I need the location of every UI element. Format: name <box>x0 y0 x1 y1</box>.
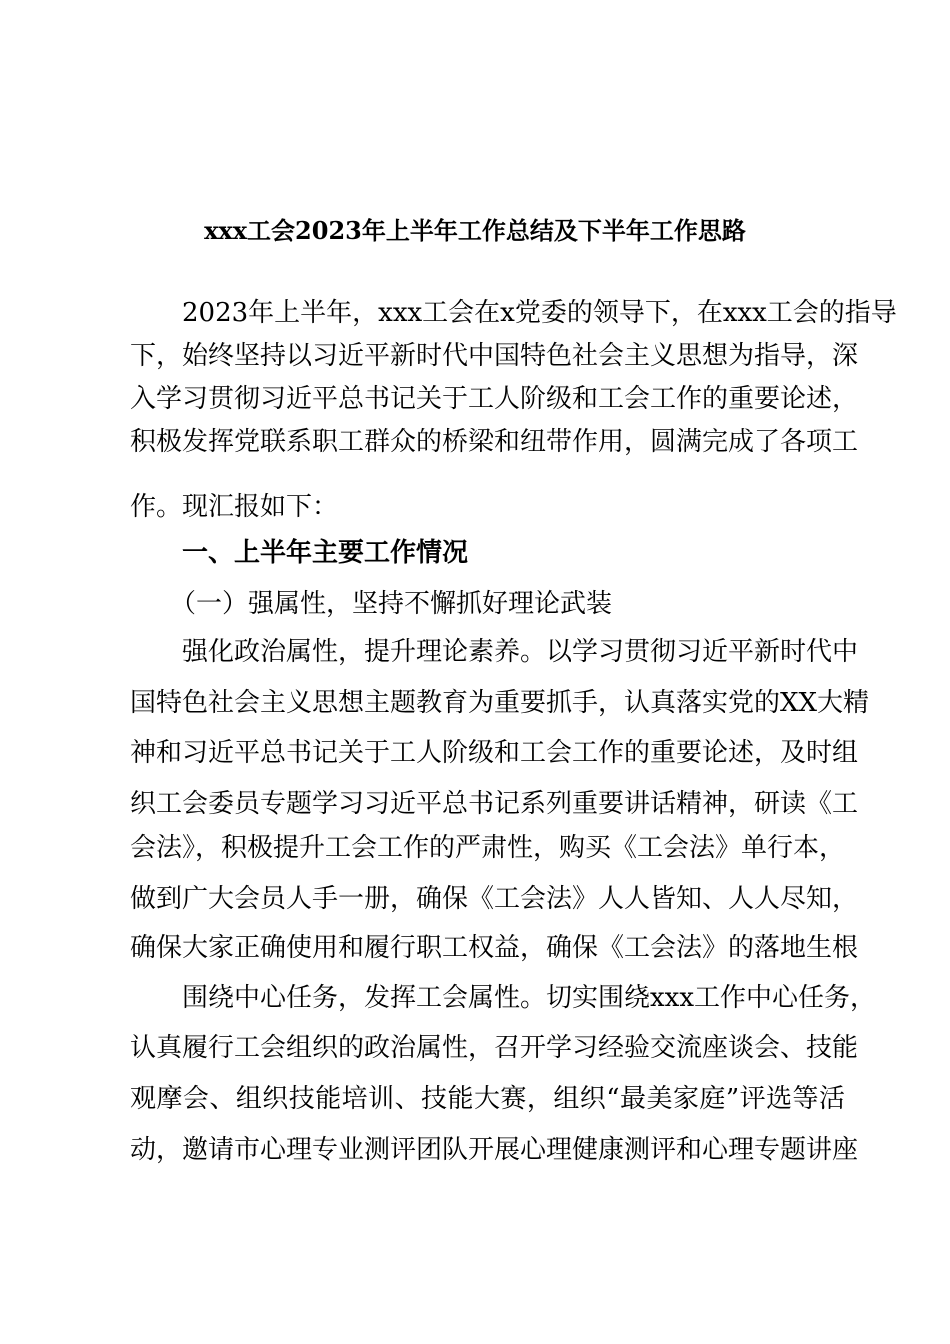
para1-line-2: 国特色社会主义思想主题教育为重要抓手，认真落实党的XX大精 <box>130 688 870 718</box>
para1-line-7: 确保大家正确使用和履行职工权益，确保《工会法》的落地生根 <box>130 933 859 963</box>
para1-line-1: 强化政治属性，提升理论素养。以学习贯彻习近平新时代中 <box>182 637 859 667</box>
intro-line-2: 下，始终坚持以习近平新时代中国特色社会主义思想为指导，深 <box>130 341 859 371</box>
section-heading: 一、上半年主要工作情况 <box>182 538 469 568</box>
para2-line-3: 观摩会、组织技能培训、技能大赛，组织“最美家庭”评选等活 <box>130 1084 845 1114</box>
para2-line-1: 围绕中心任务，发挥工会属性。切实围绕xxx工作中心任务， <box>182 983 876 1013</box>
para2-line-4: 动，邀请市心理专业测评团队开展心理健康测评和心理专题讲座 <box>130 1135 859 1165</box>
para1-line-3: 神和习近平总书记关于工人阶级和工会工作的重要论述，及时组 <box>130 738 859 768</box>
intro-line-1: 2023年上半年，xxx工会在x党委的领导下，在xxx工会的指导 <box>182 298 897 328</box>
para1-line-6: 做到广大会员人手一册，确保《工会法》人人皆知、人人尽知， <box>130 884 859 914</box>
subsection-heading: （一）强属性，坚持不懈抓好理论武装 <box>170 589 613 619</box>
document-title: xxx工会2023年上半年工作总结及下半年工作思路 <box>204 216 746 245</box>
para2-line-2: 认真履行工会组织的政治属性，召开学习经验交流座谈会、技能 <box>130 1033 859 1063</box>
para1-line-5: 会法》，积极提升工会工作的严肃性，购买《工会法》单行本， <box>130 833 846 863</box>
intro-line-5: 作。现汇报如下： <box>130 492 339 522</box>
intro-line-3: 入学习贯彻习近平总书记关于工人阶级和工会工作的重要论述， <box>130 384 859 414</box>
para1-line-4: 织工会委员专题学习习近平总书记系列重要讲话精神，研读《工 <box>130 789 859 819</box>
intro-line-4: 积极发挥党联系职工群众的桥梁和纽带作用，圆满完成了各项工 <box>130 427 859 457</box>
